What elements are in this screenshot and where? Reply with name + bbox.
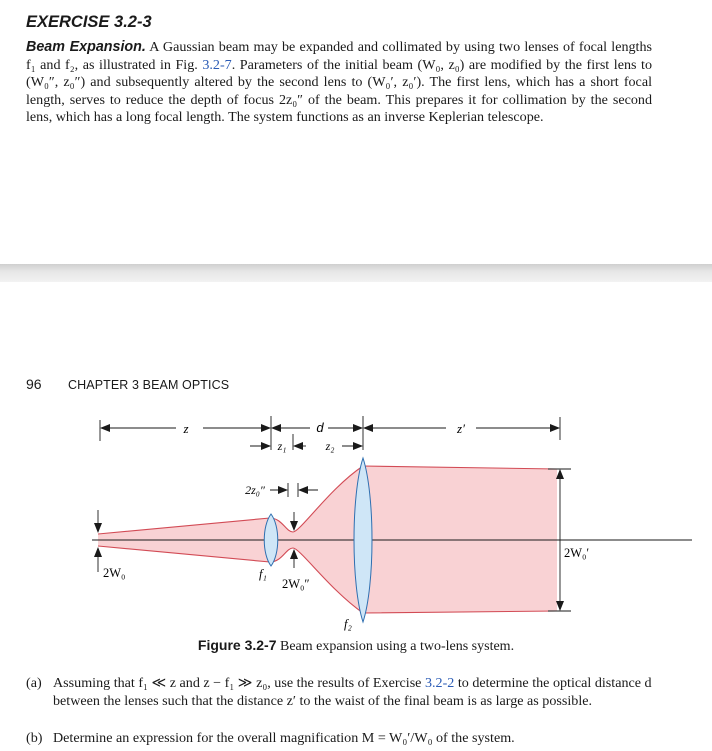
waist-width-label: 2W₀″ xyxy=(282,577,310,591)
initial-beam-width-label: 2W₀ xyxy=(103,566,126,580)
exercise-title: Beam Expansion. xyxy=(26,39,146,55)
figure-caption-text: Beam expansion using a two-lens system. xyxy=(276,639,515,654)
chapter-title: CHAPTER 3 BEAM OPTICS xyxy=(68,378,230,392)
depth-of-focus-label: 2z₀″ xyxy=(245,483,265,497)
exercise-text-part-2: . Parameters of the initial beam (W₀, z₀) are modified by the first lens to (W₀″, z₀″) and subsequently altered by the second lens to (W₀′, z₀′). The first lens, which has a short focal length, serves to reduce the depth of focus 2z₀″ of the beam. This prepares it for collimation by the second lens, which has a long focal length. The system functions as an inverse Keplerian telescope. xyxy=(26,56,652,125)
exercise-heading: EXERCISE 3.2-3 xyxy=(26,13,152,31)
page-number: 96 xyxy=(26,376,42,392)
output-beam-width-label: 2W₀′ xyxy=(564,546,590,560)
z2-label: z₂ xyxy=(325,439,335,453)
exercise-text-part-1: A Gaussian beam may be expanded and collimated by using two lenses of focal lengths f₁ and f₂, as illustrated in Fig. xyxy=(26,39,653,73)
question-a-text xyxy=(53,675,656,710)
question-b-text: Determine an expression for the overall magnification M = W₀′/W₀ of the system. xyxy=(53,730,515,746)
question-a-text-2: to determine the optical distance d between the lenses such that the distance z′ to the waist of the final beam is as large as possible. xyxy=(53,675,652,709)
exercise-section xyxy=(0,0,712,262)
question-a-label: (a) xyxy=(26,675,42,691)
figure-reference-link[interactable]: 3.2-7 xyxy=(202,56,232,73)
question-b-label: (b) xyxy=(26,730,43,746)
question-b xyxy=(26,730,656,748)
z-prime-label: z′ xyxy=(457,421,465,436)
z-label: z xyxy=(183,421,189,436)
figure-caption-label: Figure 3.2-7 xyxy=(197,637,277,653)
page-separator xyxy=(0,264,712,282)
gaussian-beam xyxy=(98,466,557,613)
figure-drawing xyxy=(0,400,712,636)
exercise-reference-link[interactable]: 3.2-2 xyxy=(424,675,455,691)
question-a-text-1: Assuming that f₁ ≪ z and z − f₁ ≫ z₀, use the results of Exercise xyxy=(53,675,425,691)
figure-caption xyxy=(0,637,712,655)
z1-label: z₁ xyxy=(277,439,287,453)
f1-label: f₁ xyxy=(259,567,267,581)
question-a xyxy=(26,675,656,710)
beam-expansion-figure xyxy=(0,400,712,636)
d-label: d xyxy=(316,420,324,435)
exercise-body xyxy=(26,39,652,127)
f2-label: f₂ xyxy=(344,617,352,631)
